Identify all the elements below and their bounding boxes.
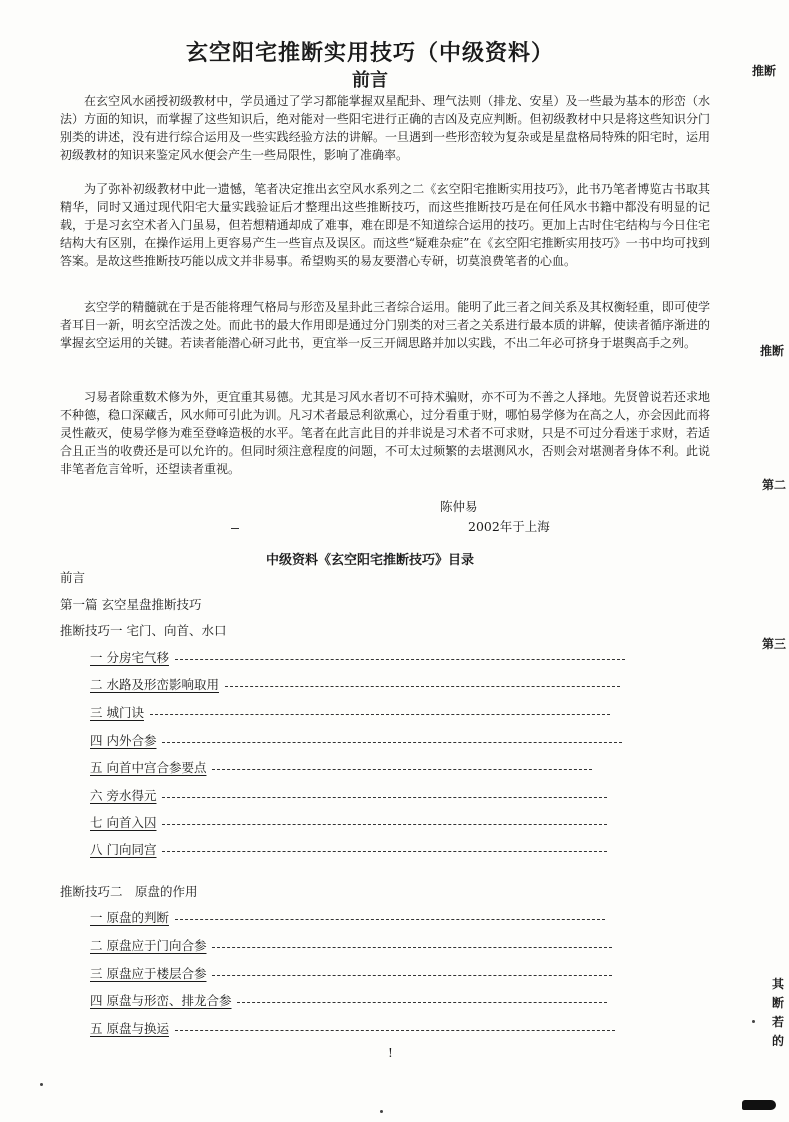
dot-leader (162, 797, 607, 798)
dot-leader (162, 824, 607, 825)
toc-item[interactable] (90, 758, 592, 776)
toc-item-label: 五 原盘与换运 (90, 1021, 169, 1036)
bleed-text-second: 第二 (762, 478, 787, 492)
toc-item[interactable] (90, 731, 622, 749)
dot-leader (175, 1030, 615, 1031)
toc-item[interactable] (90, 840, 607, 858)
scan-speck (40, 1083, 43, 1086)
bleed-text-mid: 推断 (760, 344, 785, 358)
toc-preface: 前言 (60, 570, 86, 585)
toc-item-label: 二 原盘应于门向合参 (90, 938, 207, 953)
toc-item[interactable] (90, 703, 610, 721)
scan-speck (380, 1110, 383, 1113)
toc-item[interactable] (90, 813, 607, 831)
bleed-text-third: 第三 (762, 637, 787, 651)
toc-item-label: 一 原盘的判断 (90, 910, 169, 925)
toc-item[interactable] (90, 908, 605, 926)
toc-item[interactable] (90, 675, 620, 693)
toc-item[interactable] (90, 786, 607, 804)
toc-part-1: 第一篇 玄空星盘推断技巧 (60, 597, 202, 612)
toc-item-label: 六 旁水得元 (90, 788, 157, 803)
date-line: 2002年于上海 (468, 519, 550, 534)
dot-leader (212, 947, 612, 948)
divider-mark (231, 528, 239, 529)
toc-item[interactable] (90, 964, 612, 982)
toc-item-label: 七 向首入囚 (90, 815, 157, 830)
toc-item-label: 三 城门诀 (90, 705, 144, 720)
page-mark: ! (388, 1046, 393, 1060)
dot-leader (237, 1002, 607, 1003)
preface-heading: 前言 (352, 70, 388, 91)
toc-item-label: 八 门向同宫 (90, 842, 157, 857)
bleed-text-top: 推断 (752, 64, 777, 78)
toc-item[interactable] (90, 936, 612, 954)
paragraph-2: 为了弥补初级教材中此一遗憾，笔者决定推出玄空风水系列之二《玄空阳宅推断实用技巧》，此书乃笔者博览古书取其精华，同时又通过现代阳宅大量实践验证后才整理出这些推断技巧，而这些推断技巧是在何任风水书籍中都没有明显的记载，于是习玄空术者入门虽易，但若想精通却成了难事，难在即是不知道综合运用的技巧。更加上古时住宅结构与今日住宅结构大有区别，在操作运用上更容易产生一些盲点及误区。而这些“疑难杂症”在《玄空阳宅推断实用技巧》一书中均可找到答案。是故这些推断技巧能以成文并非易事。希望购买的易友要潜心专研，切莫浪费笔者的心血。 (60, 182, 710, 268)
paragraph-1: 在玄空风水函授初级教材中，学员通过了学习都能掌握双星配卦、理气法则（排龙、安星）及一些最为基本的形峦（水法）方面的知识，而掌握了这些知识后，绝对能对一些阳宅进行正确的吉凶及克应判断。但初级教材中只是将这些知识分门别类的讲述，没有进行综合运用及一些实践经验方法的讲解。一旦遇到一些形峦较为复杂或是星盘格局特殊的阳宅时，运用初级教材的知识来鉴定风水便会产生一些局限性，影响了准确率。 (60, 94, 710, 162)
dot-leader (150, 714, 610, 715)
dot-leader (212, 769, 592, 770)
toc-item[interactable] (90, 648, 625, 666)
toc-item-label: 三 原盘应于楼层合参 (90, 966, 207, 981)
dot-leader (225, 686, 620, 687)
toc-section-2-heading: 推断技巧二 原盘的作用 (60, 884, 198, 899)
paragraph-4: 习易者除重数术修为外，更宜重其易德。尤其是习风水者切不可持术骗财，亦不可为不善之人择地。先贤曾说若还求地不种德，稳口深藏舌，风水师可引此为训。凡习术者最忌利欲熏心，过分看重于财，哪怕易学修为在高之人，亦会因此而将灵性蔽灭，使易学修为难至登峰造极的水平。笔者在此言此目的并非说是习术者不可求财，只是不可过分看迷于求财，若适合且正当的收费还是可以允许的。但同时须注意程度的问题，不可太过频繁的去堪测风水，否则会对堪测者身体不利。此说非笔者危言耸听，还望读者重视。 (60, 390, 710, 476)
document-title: 玄空阳宅推断实用技巧（中级资料） (185, 40, 554, 66)
toc-item-label: 四 内外合参 (90, 733, 157, 748)
dot-leader (175, 919, 605, 920)
dot-leader (162, 742, 622, 743)
toc-section-1-heading: 推断技巧一 宅门、向首、水口 (60, 623, 227, 638)
toc-item[interactable] (90, 1019, 615, 1037)
scan-speck (752, 1020, 755, 1023)
dot-leader (212, 975, 612, 976)
toc-title: 中级资料《玄空阳宅推断技巧》目录 (265, 553, 474, 568)
bleed-text-vertical: 其断若的 (771, 977, 784, 1048)
scan-ink-blot (742, 1100, 776, 1110)
paragraph-3: 玄空学的精髓就在于是否能将理气格局与形峦及星卦此三者综合运用。能明了此三者之间关系及其权衡轻重，即可使学者耳目一新，明玄空活泼之处。而此书的最大作用即是通过分门别类的对三者之关系进行最本质的讲解，使读者循序渐进的掌握玄空运用的关键。若读者能潜心研习此书，更宜举一反三开阔思路并加以实践，不出二年必可挤身于堪舆高手之列。 (60, 300, 710, 350)
author-signature: 陈仲易 (440, 499, 478, 514)
dot-leader (175, 659, 625, 660)
toc-item-label: 四 原盘与形峦、排龙合参 (90, 993, 232, 1008)
toc-item-label: 二 水路及形峦影响取用 (90, 677, 219, 692)
toc-item-label: 五 向首中宫合参要点 (90, 760, 207, 775)
toc-item[interactable] (90, 991, 607, 1009)
toc-item-label: 一 分房宅气移 (90, 650, 169, 665)
dot-leader (162, 851, 607, 852)
